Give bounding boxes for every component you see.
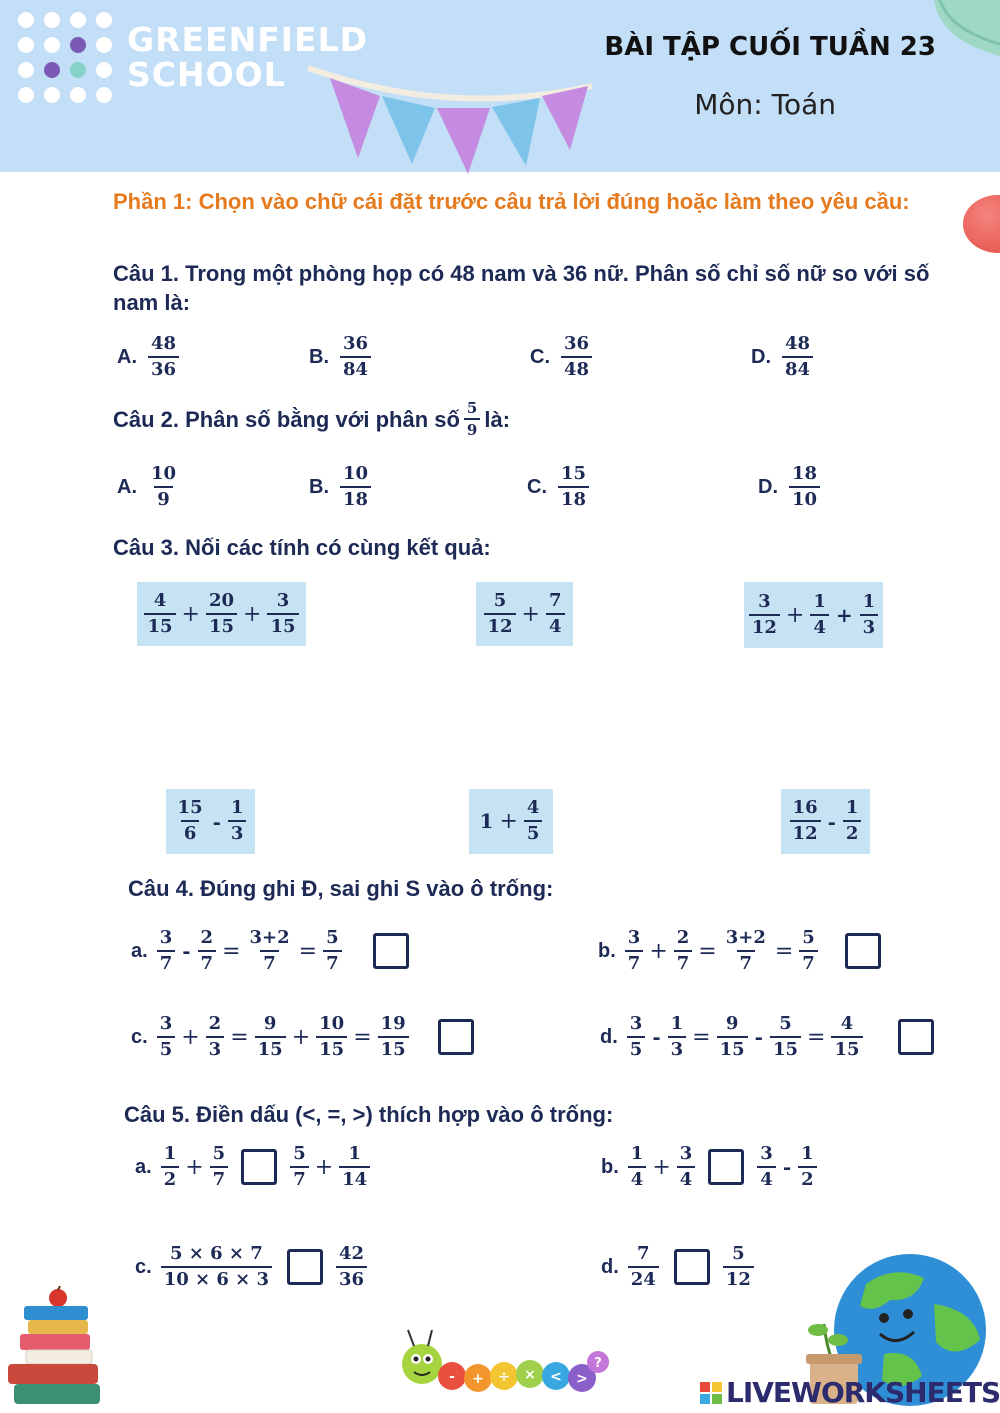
fraction: $\frac{10}{15}$ (316, 1014, 347, 1060)
q4-d-answer-box[interactable] (898, 1019, 934, 1055)
q1-option-d[interactable]: D. $\frac{48}{84}$ (751, 334, 816, 380)
fraction: $\frac{5}{12}$ (723, 1244, 754, 1290)
fraction: $\frac{15}{18}$ (558, 464, 589, 510)
fraction: $\frac{3+2}{7}$ (725, 927, 766, 974)
fraction: $\frac{10}{9}$ (151, 463, 177, 510)
fraction: $\frac{20}{15}$ (206, 591, 237, 637)
fraction: $\frac{7}{4}$ (546, 591, 565, 637)
fraction: $\frac{1}{3}$ (860, 592, 879, 638)
match-expr-bottom-1[interactable]: $\frac{15}{6}$ - $\frac{1}{3}$ (166, 789, 255, 854)
q5-item-d: d. $\frac{7}{24}$ $\frac{5}{12}$ (601, 1244, 757, 1290)
question-1: Câu 1. Trong một phòng họp có 48 nam và 36 nữ. Phân số chỉ số nữ so với số nam là: (113, 261, 930, 315)
cat-symbol-1: + (472, 1371, 484, 1387)
logo-text: LIVEWORKSHEETS (726, 1376, 1000, 1409)
fraction: $\frac{18}{10}$ (789, 464, 820, 510)
q2-option-c[interactable]: C. $\frac{15}{18}$ (527, 464, 592, 510)
fraction: $\frac{15}{6}$ (177, 797, 203, 844)
fraction: $\frac{2}{3}$ (206, 1014, 225, 1060)
header-banner (0, 0, 1000, 172)
fraction: $\frac{4}{15}$ (831, 1014, 862, 1060)
q4-a-answer-box[interactable] (373, 933, 409, 969)
fraction: $\frac{10}{18}$ (340, 464, 371, 510)
fraction: $\frac{2}{7}$ (674, 928, 693, 974)
fraction: $\frac{3}{5}$ (627, 1014, 646, 1060)
brand-line-2: SCHOOL (127, 55, 286, 94)
match-expr-top-2[interactable]: $\frac{5}{12}$ + $\frac{7}{4}$ (476, 582, 573, 646)
cat-symbol-4: < (550, 1369, 562, 1385)
q2-option-d[interactable]: D. $\frac{18}{10}$ (758, 464, 823, 510)
red-ball-decoration (963, 195, 1000, 253)
section-heading: Phần 1: Chọn vào chữ cái đặt trước câu trả lời đúng hoặc làm theo yêu cầu: (113, 189, 910, 214)
q4-item-b: b. $\frac{3}{7}$ + $\frac{2}{7}$ = $\frac{3+2}{7}$ = $\frac{5}{7}$ (598, 928, 881, 974)
fraction: $\frac{16}{12}$ (790, 798, 821, 844)
q5-a-answer-box[interactable] (241, 1149, 277, 1185)
fraction: $\frac{3}{15}$ (267, 591, 298, 637)
cat-symbol-0: - (449, 1369, 455, 1385)
q4-item-a: a. $\frac{3}{7}$ - $\frac{2}{7}$ = $\frac{3+2}{7}$ = $\frac{5}{7}$ (131, 928, 409, 974)
q4-b-answer-box[interactable] (845, 933, 881, 969)
fraction: $\frac{5}{12}$ (484, 591, 515, 637)
question-3: Câu 3. Nối các tính có cùng kết quả: (113, 535, 491, 560)
fraction: $\frac{5}{7}$ (290, 1144, 309, 1190)
fraction: $\frac{3}{7}$ (157, 928, 176, 974)
fraction: $\frac{2}{7}$ (198, 928, 217, 974)
fraction: $\frac{9}{15}$ (255, 1014, 286, 1060)
fraction: $\frac{1}{4}$ (810, 592, 829, 638)
q1-option-c[interactable]: C. $\frac{36}{48}$ (530, 334, 595, 380)
fraction: $\frac{1}{2}$ (843, 798, 862, 844)
fraction: $\frac{4}{5}$ (524, 798, 543, 844)
fraction: $\frac{36}{48}$ (561, 334, 592, 380)
fraction: $\frac{3}{7}$ (625, 928, 644, 974)
q5-item-b: b. $\frac{1}{4}$ + $\frac{3}{4}$ $\frac{3}{4}$ - $\frac{1}{2}$ (601, 1144, 820, 1190)
cat-symbol-3: × (524, 1367, 536, 1383)
corner-leaf-icon (920, 0, 1000, 60)
liveworksheets-logo (700, 1376, 1000, 1409)
fraction: $\frac{3}{12}$ (749, 592, 780, 638)
fraction: $\frac{9}{15}$ (717, 1014, 748, 1060)
q5-b-answer-box[interactable] (708, 1149, 744, 1185)
q4-c-answer-box[interactable] (438, 1019, 474, 1055)
q1-option-a[interactable]: A. $\frac{48}{36}$ (117, 334, 182, 380)
match-expr-bottom-2[interactable]: 1 + $\frac{4}{5}$ (469, 789, 553, 854)
fraction: $\frac{5}{7}$ (210, 1144, 229, 1190)
fraction: $\frac{7}{24}$ (628, 1244, 659, 1290)
q4-item-c: c. $\frac{3}{5}$ + $\frac{2}{3}$ = $\frac{9}{15}$ + $\frac{10}{15}$ = $\frac{19}{15}$ (131, 1014, 474, 1060)
fraction: $\frac{42}{36}$ (336, 1244, 367, 1290)
fraction: $\frac{5}{15}$ (770, 1014, 801, 1060)
fraction: $\frac{3}{5}$ (157, 1014, 176, 1060)
fraction: $\frac{3}{4}$ (757, 1144, 776, 1190)
match-expr-top-1[interactable]: $\frac{4}{15}$ + $\frac{20}{15}$ + $\frac{3}{15}$ (137, 582, 306, 646)
cat-symbol-5: > (576, 1371, 588, 1387)
book-stack-apple-icon (2, 1286, 106, 1410)
q2-option-b[interactable]: B. $\frac{10}{18}$ (309, 464, 374, 510)
question-2: Câu 2. Phân số bằng với phân số $\frac{5}{9}$ là: (113, 399, 511, 440)
question-4: Câu 4. Đúng ghi Đ, sai ghi S vào ô trống: (128, 876, 554, 901)
match-expr-bottom-3[interactable]: $\frac{16}{12}$ - $\frac{1}{2}$ (781, 789, 870, 854)
brand-line-1: GREENFIELD (127, 20, 368, 59)
bunting-flags-icon (300, 58, 600, 178)
fraction: $\frac{5}{7}$ (323, 928, 342, 974)
fraction: $\frac{48}{36}$ (148, 334, 179, 380)
caterpillar-icon (398, 1326, 612, 1406)
fraction: $\frac{3}{4}$ (677, 1144, 696, 1190)
fraction: $\frac{5}{7}$ (799, 928, 818, 974)
q5-item-a: a. $\frac{1}{2}$ + $\frac{5}{7}$ $\frac{5}{7}$ + $\frac{1}{14}$ (135, 1144, 373, 1190)
cat-symbol-6: ? (594, 1356, 602, 1371)
fraction: $\frac{48}{84}$ (782, 334, 813, 380)
q5-d-answer-box[interactable] (674, 1249, 710, 1285)
logo-mark-icon (700, 1382, 722, 1404)
q5-item-c: c. $\frac{5 \times 6 \times 7}{10 \times 6 \times 3}$ $\frac{42}{36}$ (135, 1244, 370, 1290)
fraction: $\frac{1}{4}$ (628, 1144, 647, 1190)
q4-item-d: d. $\frac{3}{5}$ - $\frac{1}{3}$ = $\frac{9}{15}$ - $\frac{5}{15}$ = $\frac{4}{15}$ (600, 1014, 934, 1060)
cat-symbol-2: ÷ (498, 1369, 510, 1385)
dot-grid-logo (18, 12, 110, 100)
fraction: $\frac{5}{9}$ (464, 400, 480, 440)
fraction: $\frac{5 \times 6 \times 7}{10 \times 6 \times 3}$ (161, 1244, 272, 1290)
match-expr-top-3[interactable]: $\frac{3}{12}$ + $\frac{1}{4}$ + $\frac{1}{3}$ (744, 582, 883, 648)
fraction: $\frac{19}{15}$ (378, 1014, 409, 1060)
q2-option-a[interactable]: A. $\frac{10}{9}$ (117, 464, 182, 510)
q5-c-answer-box[interactable] (287, 1249, 323, 1285)
fraction: $\frac{1}{2}$ (161, 1144, 180, 1190)
fraction: $\frac{4}{15}$ (144, 591, 175, 637)
subject-label: Môn: Toán (694, 88, 836, 121)
q1-option-b[interactable]: B. $\frac{36}{84}$ (309, 334, 374, 380)
fraction: $\frac{1}{2}$ (798, 1144, 817, 1190)
fraction: $\frac{36}{84}$ (340, 334, 371, 380)
fraction: $\frac{3+2}{7}$ (249, 927, 290, 974)
fraction: $\frac{1}{3}$ (228, 798, 247, 844)
page-title: BÀI TẬP CUỐI TUẦN 23 (604, 32, 936, 62)
fraction: $\frac{1}{14}$ (339, 1144, 370, 1190)
fraction: $\frac{1}{3}$ (668, 1014, 687, 1060)
question-5: Câu 5. Điền dấu (<, =, >) thích hợp vào ô trống: (124, 1102, 614, 1127)
